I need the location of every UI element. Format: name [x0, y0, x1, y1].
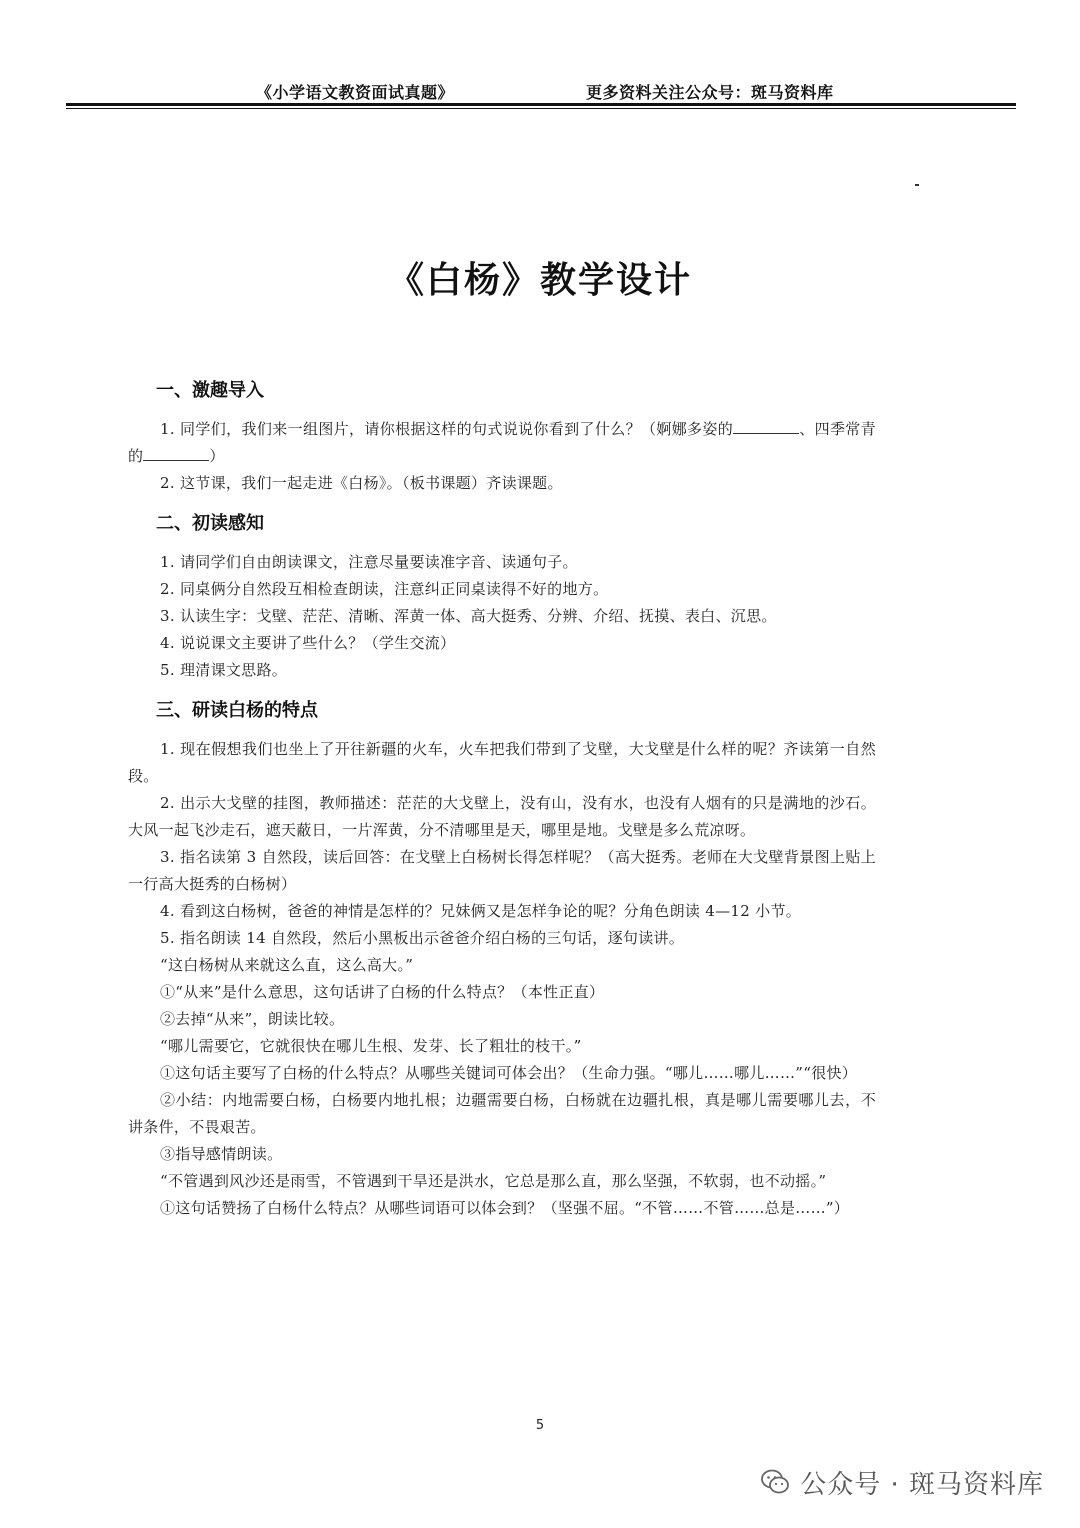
fill-blank: [143, 446, 209, 461]
paragraph: ②小结：内地需要白杨，白杨要内地扎根；边疆需要白杨，白杨就在边疆扎根，真是哪儿需要哪儿去，不讲条件，不畏艰苦。: [128, 1091, 876, 1136]
paragraph: 2. 同桌俩分自然段互相检查朗读，注意纠正同桌读得不好的地方。: [160, 580, 609, 598]
paragraph: 3. 认读生字：戈壁、茫茫、清晰、浑黄一体、高大挺秀、分辨、介绍、抚摸、表白、沉思。: [160, 607, 777, 625]
stray-mark: [915, 184, 919, 186]
paragraph-text: 、四季常青的: [128, 420, 876, 465]
paragraph: [128, 416, 876, 470]
fill-blank: [733, 419, 799, 434]
paragraph: “不管遇到风沙还是雨雪，不管遇到干旱还是洪水，它总是那么直，那么坚强，不软弱，也不动摇。”: [160, 1172, 827, 1190]
paragraph: ③指导感情朗读。: [160, 1145, 283, 1163]
document-body: [128, 376, 876, 1222]
header-rule-thick: [66, 103, 1016, 106]
paragraph: “哪儿需要它，它就很快在哪儿生根、发芽、长了粗壮的枝干。”: [160, 1037, 582, 1055]
section-heading-1: 一、激趣导入: [156, 380, 264, 401]
paragraph: 2. 这节课，我们一起走进《白杨》。（板书课题）齐读课题。: [160, 474, 563, 492]
page-number: 5: [535, 1418, 545, 1433]
paragraph: 4. 说说课文主要讲了些什么？（学生交流）: [160, 634, 456, 652]
paragraph: 1. 现在假想我们也坐上了开往新疆的火车，火车把我们带到了戈壁，大戈壁是什么样的呢？齐读第一自然段。: [128, 740, 876, 785]
header-left-title: 《小学语文教资面试真题》: [256, 83, 455, 102]
section-heading-3: 三、研读白杨的特点: [156, 700, 318, 721]
paragraph: “这白杨树从来就这么直，这么高大。”: [160, 956, 414, 974]
paragraph: 5. 指名朗读 14 自然段，然后小黑板出示爸爸介绍白杨的三句话，逐句读讲。: [160, 929, 685, 947]
wechat-logo-icon: [760, 1467, 790, 1497]
paragraph: ②去掉“从来”，朗读比较。: [160, 1010, 345, 1028]
paragraph-text: 1. 同学们，我们来一组图片，请你根据这样的句式说说你看到了什么？（婀娜多姿的: [160, 420, 734, 438]
section-heading-2: 二、初读感知: [156, 513, 264, 534]
paragraph: 4. 看到这白杨树，爸爸的神情是怎样的？兄妹俩又是怎样争论的呢？分角色朗读 4—12 小节。: [160, 902, 802, 920]
header-right-title: 更多资料关注公众号：斑马资料库: [586, 83, 834, 102]
watermark-text: 公众号 · 斑马资料库: [800, 1469, 1044, 1500]
paragraph: ①这句话赞扬了白杨什么特点？从哪些词语可以体会到？（坚强不屈。“不管……不管……总是……”）: [160, 1199, 850, 1217]
paragraph: 3. 指名读第 3 自然段，读后回答：在戈壁上白杨树长得怎样呢？（高大挺秀。老师在大戈壁背景图上贴上一行高大挺秀的白杨树）: [128, 848, 876, 893]
header-rule-thin: [66, 108, 1016, 109]
paragraph: 2. 出示大戈壁的挂图，教师描述：茫茫的大戈壁上，没有山，没有水，也没有人烟有的只是满地的沙石。大风一起飞沙走石，遮天蔽日，一片浑黄，分不清哪里是天，哪里是地。戈壁是多么荒凉呀。: [128, 794, 876, 839]
watermark: [760, 1462, 1044, 1502]
paragraph: ①“从来”是什么意思，这句话讲了白杨的什么特点？（本性正直）: [160, 983, 605, 1001]
paragraph: 1. 请同学们自由朗读课文，注意尽量要读准字音、读通句子。: [160, 553, 578, 571]
paragraph-text: ）: [209, 447, 225, 465]
paragraph: 5. 理清课文思路。: [160, 661, 288, 679]
paragraph: ①这句话主要写了白杨的什么特点？从哪些关键词可体会出？（生命力强。“哪儿……哪儿……”“很快）: [160, 1064, 858, 1082]
document-title: 《白杨》教学设计: [387, 259, 692, 301]
